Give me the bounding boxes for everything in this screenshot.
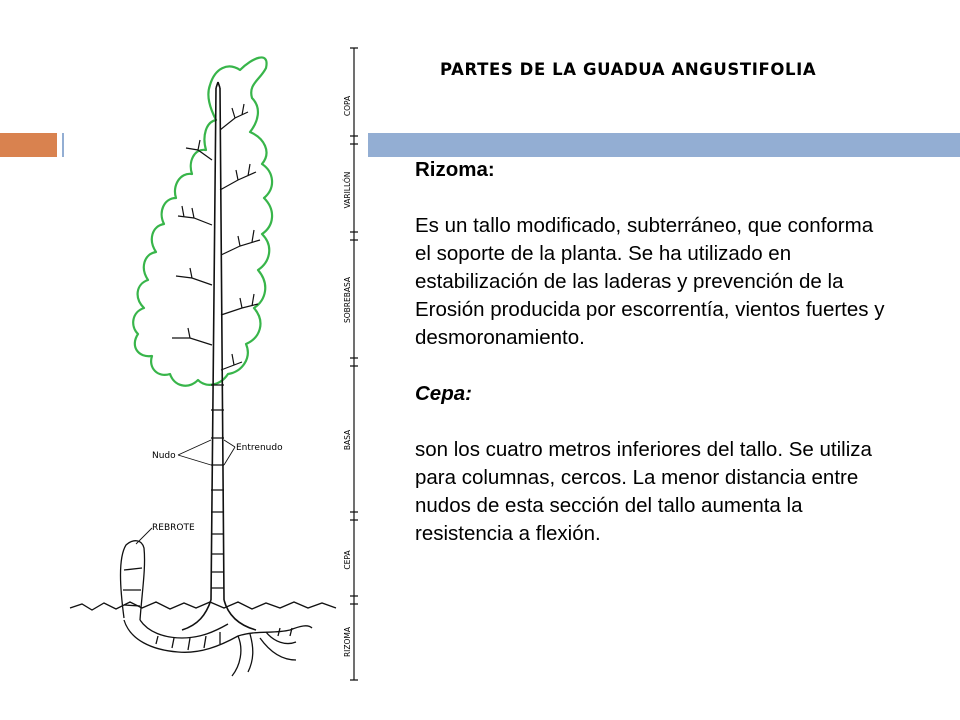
rhizome (124, 620, 312, 676)
scale-label-copa: COPA (343, 95, 352, 117)
scale-label-cepa: CEPA (343, 550, 352, 570)
section-heading-cepa: Cepa: (415, 382, 472, 405)
labels (136, 440, 283, 544)
label-rebrote: REBROTE (152, 523, 195, 533)
section-heading-rizoma: Rizoma: (415, 158, 495, 181)
section-text-rizoma: Es un tallo modificado, subterráneo, que conforma el soporte de la planta. Se ha utilizado en estabilización de las laderas y prevención de la Erosión producida por escorrentía, vientos fuertes y desmoronamiento. (415, 214, 885, 349)
label-entrenudo: Entrenudo (236, 443, 283, 453)
rebrote-shoot (121, 541, 145, 620)
section-text-cepa: son los cuatro metros inferiores del tallo. Se utiliza para columnas, cercos. La menor distancia entre nudos de esta sección del tallo aumenta la resistencia a flexión. (415, 438, 872, 545)
culm (182, 82, 256, 630)
accent-bar-orange (0, 133, 57, 157)
nudo-pointer (178, 440, 211, 465)
guadua-diagram (60, 40, 380, 690)
ground-line (70, 602, 336, 610)
accent-bar-blue (368, 133, 960, 157)
label-nudo: Nudo (152, 451, 176, 461)
slide-title: PARTES DE LA GUADUA ANGUSTIFOLIA (440, 60, 817, 79)
scale-label-varillon: VARILLÓN (343, 171, 352, 209)
scale-label-basa: BASA (343, 429, 352, 451)
rebrote-pointer (136, 528, 152, 544)
body-text (415, 156, 885, 548)
scale-label-rizoma: RIZOMA (343, 626, 352, 658)
entrenudo-pointer (224, 440, 235, 465)
scale-label-sobrebasa: SOBREBASA (343, 276, 352, 324)
vertical-scale (343, 48, 358, 680)
